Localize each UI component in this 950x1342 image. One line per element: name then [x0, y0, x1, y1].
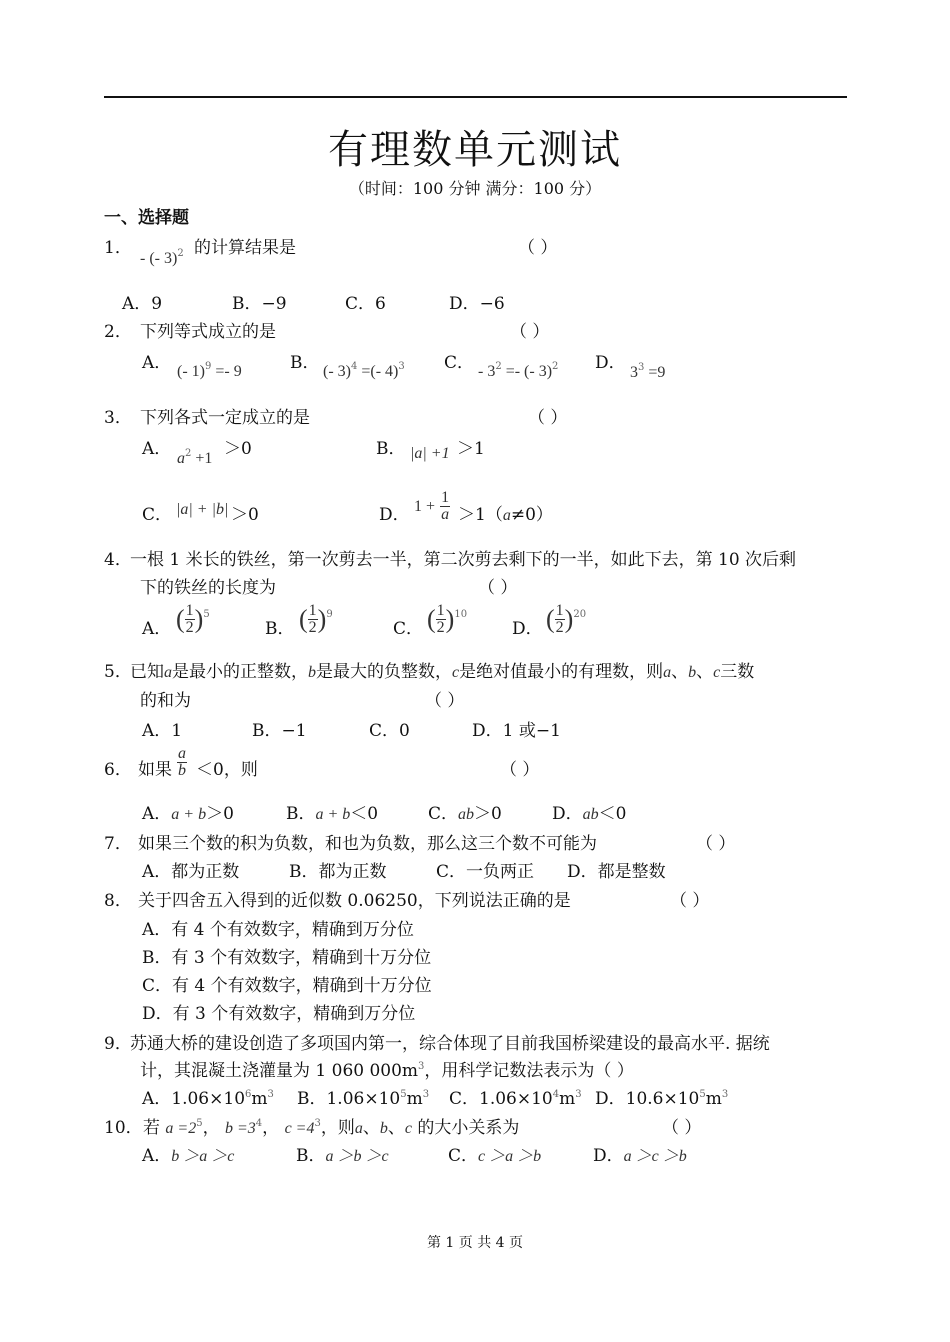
- q9-option-b: B．$1.06\times 10^5m^3$: [297, 1089, 430, 1109]
- q7-option-b: B．都为正数: [289, 862, 387, 882]
- q1-option-b: B．−9: [232, 294, 287, 314]
- q10-option-b: B．a ＞b ＞c: [296, 1146, 389, 1166]
- q2-label-a: A．: [142, 353, 172, 373]
- q5-answer-paren: （ ）: [425, 691, 465, 711]
- q5-option-c: C．0: [369, 721, 410, 741]
- q10-line: 若 $a =2^5$， $b =3^4$， $c =4^3$，则a、b、c 的大小关系为: [143, 1118, 520, 1138]
- q7-number: 7．: [104, 834, 132, 854]
- q1-answer-paren: （ ）: [518, 238, 558, 258]
- q5-number: 5．: [104, 662, 132, 682]
- q2-option-a: (- 1)$^9$ =- 9: [177, 361, 242, 380]
- q4-option-a: ( $\frac{1}{2}$ )$^5$: [176, 602, 210, 636]
- header-rule: [104, 96, 847, 98]
- q5-option-d: D．1 或−1: [472, 721, 561, 741]
- q7-option-a: A．都为正数: [142, 862, 240, 882]
- q4-label-b: B．: [265, 619, 295, 639]
- q1-option-a: A．9: [122, 294, 163, 314]
- q3-answer-paren: （ ）: [528, 408, 568, 428]
- q1-option-d: D．−6: [449, 294, 505, 314]
- q4-line-2: 下的铁丝的长度为: [140, 578, 276, 598]
- q2-text: 下列等式成立的是: [140, 322, 276, 342]
- q9-option-c: C．$1.06\times 10^4m^3$: [449, 1089, 582, 1109]
- q8-option-d: D．有 3 个有效数字，精确到万分位: [142, 1004, 416, 1024]
- q4-label-a: A．: [142, 619, 172, 639]
- q9-line-2: 计，其混凝土浇灌量为 1 060 $000m^3$，用科学记数法表示为（ ）: [140, 1061, 634, 1081]
- q2-option-b: (- 3)$^4$ =(- 4)$^3$: [323, 361, 405, 380]
- q7-option-d: D．都是整数: [567, 862, 666, 882]
- q2-option-c: - $3^2$ =- (- 3)$^2$: [478, 361, 559, 380]
- q3-option-d-expr: 1 + $\frac{1}{a}$: [414, 489, 450, 523]
- q2-label-b: B．: [290, 353, 320, 373]
- q7-option-c: C．一负两正: [436, 862, 535, 882]
- q5-option-b: B．−1: [252, 721, 307, 741]
- q2-label-c: C．: [444, 353, 475, 373]
- q3-option-a-expr: $a^2 +1$: [177, 448, 213, 467]
- q8-option-a: A．有 4 个有效数字，精确到万分位: [142, 920, 414, 940]
- q4-label-c: C．: [393, 619, 424, 639]
- q3-label-b: B．: [376, 439, 406, 459]
- q4-line-1: 一根 1 米长的铁丝，第一次剪去一半，第二次剪去剩下的一半，如此下去，第 10 次后剩: [130, 550, 797, 570]
- section-heading: 一、选择题: [104, 208, 189, 228]
- page-title: 有理数单元测试: [328, 127, 622, 173]
- q1-number: 1．: [104, 238, 132, 258]
- q3-number: 3．: [104, 408, 132, 428]
- q3-option-c-expr: |a| + |b|: [176, 501, 229, 518]
- q3-text: 下列各式一定成立的是: [140, 408, 310, 428]
- q7-text: 如果三个数的积为负数，和也为负数，那么这三个数不可能为: [138, 834, 597, 854]
- q9-number: 9．: [104, 1034, 132, 1054]
- page-footer: 第 1 页 共 4 页: [426, 1235, 524, 1251]
- q8-option-c: C．有 4 个有效数字，精确到十万分位: [142, 976, 432, 996]
- q6-fraction: $\frac{a}{b}$: [178, 745, 186, 779]
- q2-number: 2．: [104, 322, 132, 342]
- q3-label-c: C．: [142, 505, 173, 525]
- q6-number: 6．: [104, 760, 132, 780]
- q6-option-d: D．ab＜0: [552, 804, 627, 824]
- q10-option-a: A．b ＞a ＞c: [142, 1146, 235, 1166]
- fraction: $\frac{1}{a}$: [441, 489, 450, 523]
- q8-option-b: B．有 3 个有效数字，精确到十万分位: [142, 948, 432, 968]
- q5-option-a: A．1: [142, 721, 183, 741]
- page-subtitle: （时间：100 分钟 满分：100 分）: [348, 179, 602, 198]
- q3-option-d-rel: ＞1（a≠0）: [458, 505, 553, 525]
- q6-option-a: A．a + b＞0: [142, 804, 234, 824]
- q5-line-1: 已知a是最小的正整数，b是最大的负整数，c是绝对值最小的有理数，则a、b、c三数: [130, 662, 755, 682]
- q9-line-1: 苏通大桥的建设创造了多项国内第一，综合体现了目前我国桥梁建设的最高水平. 据统: [130, 1034, 770, 1054]
- q8-text: 关于四舍五入得到的近似数 0.06250，下列说法正确的是: [138, 891, 571, 911]
- q6-option-c: C．ab＞0: [428, 804, 502, 824]
- q6-option-b: B．a + b＜0: [286, 804, 379, 824]
- q4-number: 4．: [104, 550, 132, 570]
- q7-answer-paren: （ ）: [696, 834, 736, 854]
- q1-option-c: C．6: [345, 294, 386, 314]
- q6-text-suffix: ＜0，则: [196, 760, 258, 780]
- q3-label-a: A．: [142, 439, 172, 459]
- q6-text-prefix: 如果: [138, 760, 172, 780]
- q8-number: 8．: [104, 891, 132, 911]
- q10-option-d: D．a ＞c ＞b: [593, 1146, 687, 1166]
- q2-label-d: D．: [595, 353, 626, 373]
- q4-option-c: ( $\frac{1}{2}$ )$^{10}$: [427, 602, 468, 636]
- q9-option-d: D．$10.6\times 10^5m^3$: [595, 1089, 729, 1109]
- q5-line-2: 的和为: [140, 691, 191, 711]
- q1-expression: - (- 3)$^2$: [140, 248, 184, 267]
- q3-option-a-rel: ＞0: [224, 439, 252, 459]
- q4-answer-paren: （ ）: [478, 578, 518, 598]
- q3-option-b-rel: ＞1: [457, 439, 485, 459]
- q1-text: 的计算结果是: [194, 238, 296, 258]
- q3-option-c-rel: ＞0: [231, 505, 259, 525]
- q10-number: 10．: [104, 1118, 143, 1138]
- q3-label-d: D．: [379, 505, 410, 525]
- q10-option-c: C．c ＞a ＞b: [448, 1146, 542, 1166]
- q8-answer-paren: （ ）: [670, 891, 710, 911]
- q4-option-d: ( $\frac{1}{2}$ )$^{20}$: [546, 602, 587, 636]
- q2-answer-paren: （ ）: [510, 322, 550, 342]
- q2-option-d: $3^3 =9$: [630, 362, 666, 381]
- q9-option-a: A．$1.06\times 10^6m^3$: [142, 1089, 274, 1109]
- q4-label-d: D．: [512, 619, 543, 639]
- q3-option-b-expr: |a| +1: [410, 445, 450, 462]
- q10-answer-paren: （ ）: [662, 1118, 702, 1138]
- q4-option-b: ( $\frac{1}{2}$ )$^9$: [299, 602, 333, 636]
- q6-answer-paren: （ ）: [500, 760, 540, 780]
